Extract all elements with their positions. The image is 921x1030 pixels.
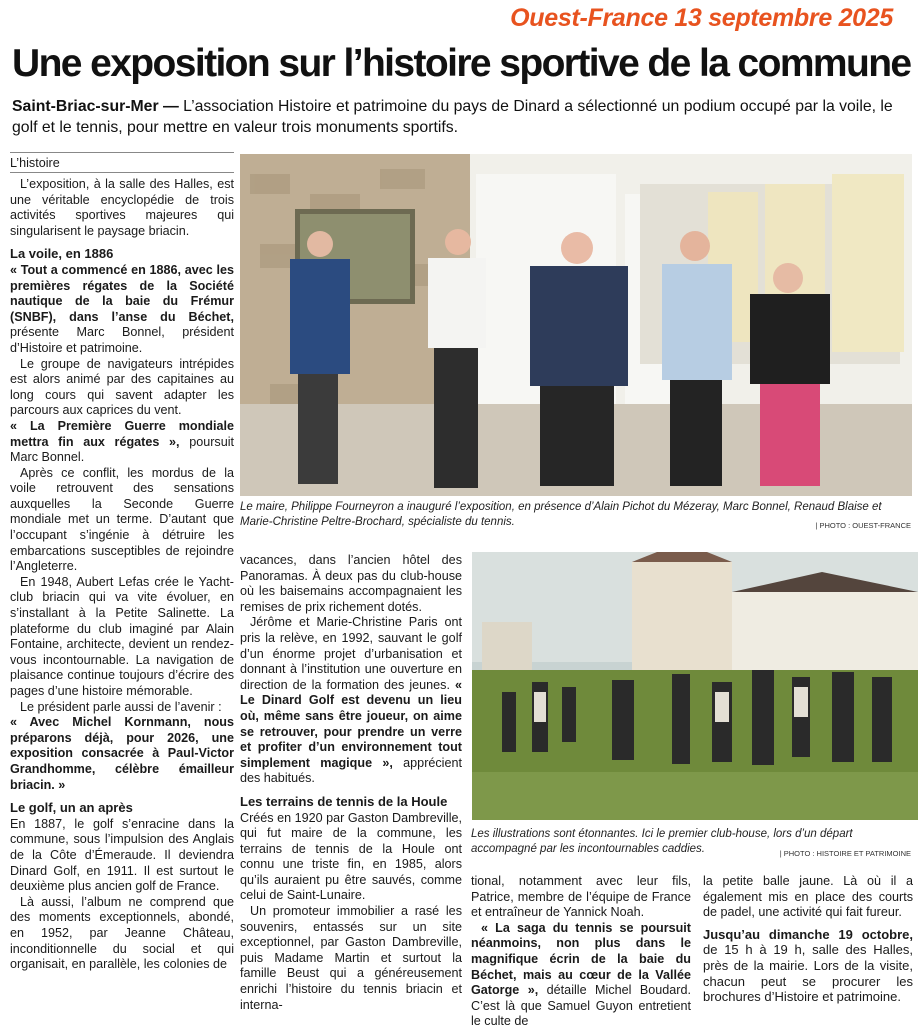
historic-golf-photo-illustration (472, 552, 918, 820)
info-text: de 15 h à 19 h, salle des Halles, près de la mairie. Lors de la visite, chacun peut se procurer les brochures d’Histoire et patrimoine. (703, 942, 913, 1005)
paragraph: vacances, dans l’ancien hôtel des Panoramas. À deux pas du club-house où les baisemains accompagnaient les remises de prix richement dotés. (240, 553, 462, 614)
paragraph (471, 921, 691, 1030)
intro-paragraph: L’exposition, à la salle des Halles, est une véritable encyclopédie de trois activités sportives majeures qui singularisent le paysage briacin. (10, 177, 234, 238)
column-2 (240, 553, 462, 1013)
section-kicker: L’histoire (10, 152, 234, 173)
photo-credit: | PHOTO : HISTOIRE ET PATRIMOINE (779, 849, 911, 858)
newspaper-source: Ouest-France 13 septembre 2025 (510, 4, 893, 32)
column-1 (10, 177, 234, 973)
paragraph (10, 419, 234, 466)
paragraph: Le président parle aussi de l’avenir : (20, 699, 222, 714)
photo-caption: Le maire, Philippe Fourneyron a inauguré l’exposition, en présence d’Alain Pichot du Mézeray, Marc Bonnel, Renaud Blaise et Marie-Christine Peltre-Brochard, spécialiste du tennis. (240, 501, 882, 528)
article-headline: Une exposition sur l’histoire sportive de la commune (12, 42, 911, 85)
text: détaille Michel Boudard. C’est là que Samuel Guyon entretient le culte de (471, 983, 691, 1029)
photo-credit: | PHOTO : OUEST-FRANCE (815, 521, 911, 530)
photo-caption: Les illustrations sont étonnantes. Ici le premier club-house, lors d’un départ accompagné par les incontournables caddies. (471, 828, 853, 855)
info-date: Jusqu’au dimanche 19 octobre, (703, 926, 913, 942)
text: Jérôme et Marie-Christine Paris ont pris la relève, en 1992, sauvant le golf d’un énorme projet d’urbanisation et donnant à l’institution une ouverture en direction de la formation des jeunes. (240, 615, 462, 692)
paragraph: En 1948, Aubert Lefas crée le Yacht-club briacin qui va vite évoluer, en s’installant à la Petite Salinette. La plateforme du club imaginé par Alain Fontaine, architecte, devient un rendez-vous incontournable. La navigation de plaisance continue toujours d’écrire des pages d’une histoire mémorable. (10, 574, 234, 698)
paragraph (10, 263, 234, 357)
quote: « La saga du tennis se poursuit néanmoins, non plus dans le magnifique écrin de la baie du Béchet, mais au cœur de la Vallée Gatorge », (471, 920, 691, 998)
text: apprécient des habitués. (240, 755, 462, 786)
paragraph: Là aussi, l’album ne comprend que des moments exceptionnels, abondé, en 1952, par Jeanne Château, inconditionnelle du social et qui organisait, en parallèle, les colonies de (10, 894, 234, 972)
paragraph: Après ce conflit, les mordus de la voile retrouvent des sensations auxquelles la Seconde Guerre mondiale met un terme. D’autant que l’occupant s’ingénie à détruire les embarcations susceptibles de rejoindre l’Angleterre. (10, 465, 234, 574)
paragraph (240, 615, 462, 787)
subheading-golf: Le golf, un an après (10, 800, 133, 816)
subheading-voile: La voile, en 1886 (10, 246, 114, 262)
quote: « Le Dinard Golf est devenu un lieu où, même sans être joueur, on aime se retrouver, pour prendre un verre et profiter d’un environnement tout simplement magique », (240, 677, 462, 770)
column-3 (471, 874, 691, 1030)
historic-golf-photo (472, 552, 918, 820)
text: poursuit Marc Bonnel. (10, 434, 234, 465)
paragraph: tional, notamment avec leur fils, Patrice, membre de l’équipe de France et entraîneur de Yannick Noah. (471, 874, 691, 920)
paragraph: Le groupe de navigateurs intrépides est alors animé par des capitaines au long cours qui savent adapter les parcours aux caprices du vent. (10, 356, 234, 418)
practical-info (703, 927, 913, 1005)
dateline: Saint-Briac-sur-Mer — (12, 98, 179, 115)
text: présente Marc Bonnel, président d’Histoire et patrimoine. (10, 325, 234, 355)
exhibition-photo (240, 154, 912, 496)
column-4 (703, 874, 913, 1005)
quote: « Avec Michel Kornmann, nous préparons déjà, pour 2026, une exposition consacrée à Paul-Victor Grandhomme, célèbre émailleur briacin. » (10, 715, 234, 792)
standfirst-text: L’association Histoire et patrimoine du pays de Dinard a sélectionné un podium occupé par la voile, le golf et le tennis, pour mettre en valeur trois monuments sportifs. (12, 98, 893, 136)
paragraph: la petite balle jaune. Là où il a également mis en place des courts de padel, une activité qui fait fureur. (703, 874, 913, 920)
quote: « La Première Guerre mondiale mettra fin aux régates », (10, 418, 234, 449)
paragraph: En 1887, le golf s’enracine dans la commune, sous l’impulsion des Anglais de la Côte d’Émeraude. Il deviendra Dinard Golf, en 1911. Il est surtout le deuxième plus ancien golf de France. (10, 816, 234, 894)
article-standfirst (12, 96, 912, 138)
paragraph: Un promoteur immobilier a rasé les souvenirs, entassés sur un site exceptionnel, par Gaston Dambreville, puis Madame Martin et surtout la famille Beust qui a généreusement enrichi l’histoire du tennis briacin et interna- (240, 904, 462, 1012)
exhibition-photo-illustration (240, 154, 912, 496)
quote: « Tout a commencé en 1886, avec les premières régates de la Société nautique de la baie du Frémur (SNBF), dans l’anse du Béchet, (10, 262, 234, 324)
paragraph: Créés en 1920 par Gaston Dambreville, qui fut maire de la commune, les terrains de tennis de la Houle ont connu une triste fin, en 1985, alors qu’ils auraient pu être sauvés, comme celui de Saint-Lunaire. (240, 810, 462, 903)
paragraph (10, 715, 234, 793)
subheading-tennis: Les terrains de tennis de la Houle (240, 793, 448, 809)
